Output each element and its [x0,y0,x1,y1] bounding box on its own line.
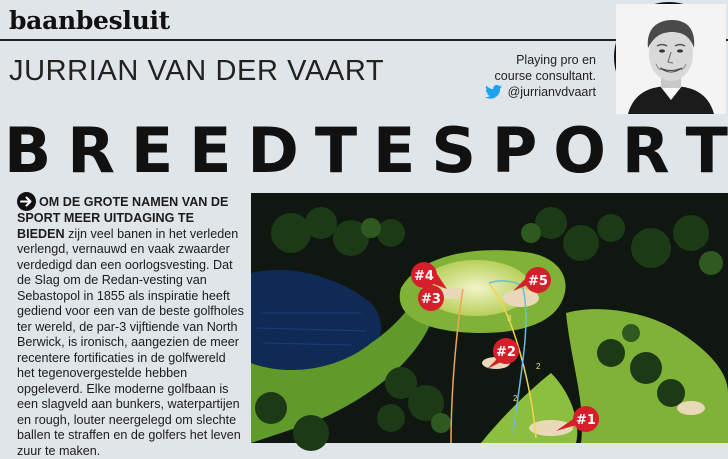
bio-line-1: Playing pro en [516,53,596,67]
headline-letter: O [553,114,606,187]
headline-letter: S [431,114,476,187]
article-lead: OM DE GROTE NAMEN VAN DE SPORT MEER UITDAGING TE BIEDEN [17,195,229,241]
headline-letter: T [685,114,728,187]
distance-label: 2 [513,394,518,403]
twitter-bird-icon [485,85,502,99]
headline-letter: R [67,114,115,187]
svg-text:#3: #3 [421,292,441,307]
bio-line-2: course consultant. [494,69,596,83]
author-bio [396,52,596,84]
svg-text:#1: #1 [576,413,596,428]
twitter-link[interactable] [485,85,596,99]
headline-letter: R [621,114,670,187]
course-map [251,193,728,443]
headline-letter: E [373,114,416,187]
headline-letter: B [4,114,52,187]
author-avatar [614,2,724,112]
distance-label: 1 [541,424,546,433]
distance-label: 2 [536,362,541,371]
article-body [17,192,245,459]
section-tag: baanbesluit [9,6,170,35]
headline [4,116,728,186]
headline-letter: D [247,114,299,187]
svg-text:#2: #2 [496,345,516,360]
headline-letter: P [491,114,538,187]
course-illustration [251,193,728,443]
arrow-right-circle-icon [17,192,36,211]
twitter-handle: @jurrianvdvaart [507,85,596,99]
svg-text:#4: #4 [414,269,434,284]
svg-text:#5: #5 [528,274,548,289]
headline-letter: E [130,114,174,187]
marker-3 [418,285,444,311]
article-text: zijn veel banen in het verleden verlengd, vernauwd en vaak zwaarder verdedigd dan een oorlogsvesting. Dat de Slag om de Redan-vesting van Sebastopol in 1855 als inspiratie heeft gediend voor een van de beste golfholes ter wereld, de par-3 vijftiende van North Berwick, is ironisch, aangezien de meer recentere fortificaties in de golfwereld het tegenovergestelde hebben opgeleverd. Elke moderne golfbaan is een slagveld aan bunkers, waterpartijen en rough, louter neergelegd om slechte ballen te straffen en de golfers het leven zuur te maken. [17,226,244,458]
portrait-illustration [616,4,726,114]
headline-letter: T [314,114,358,187]
distance-label: 3 [507,314,512,323]
headline-letter: E [189,114,232,187]
author-name: JURRIAN VAN DER VAART [9,55,385,87]
